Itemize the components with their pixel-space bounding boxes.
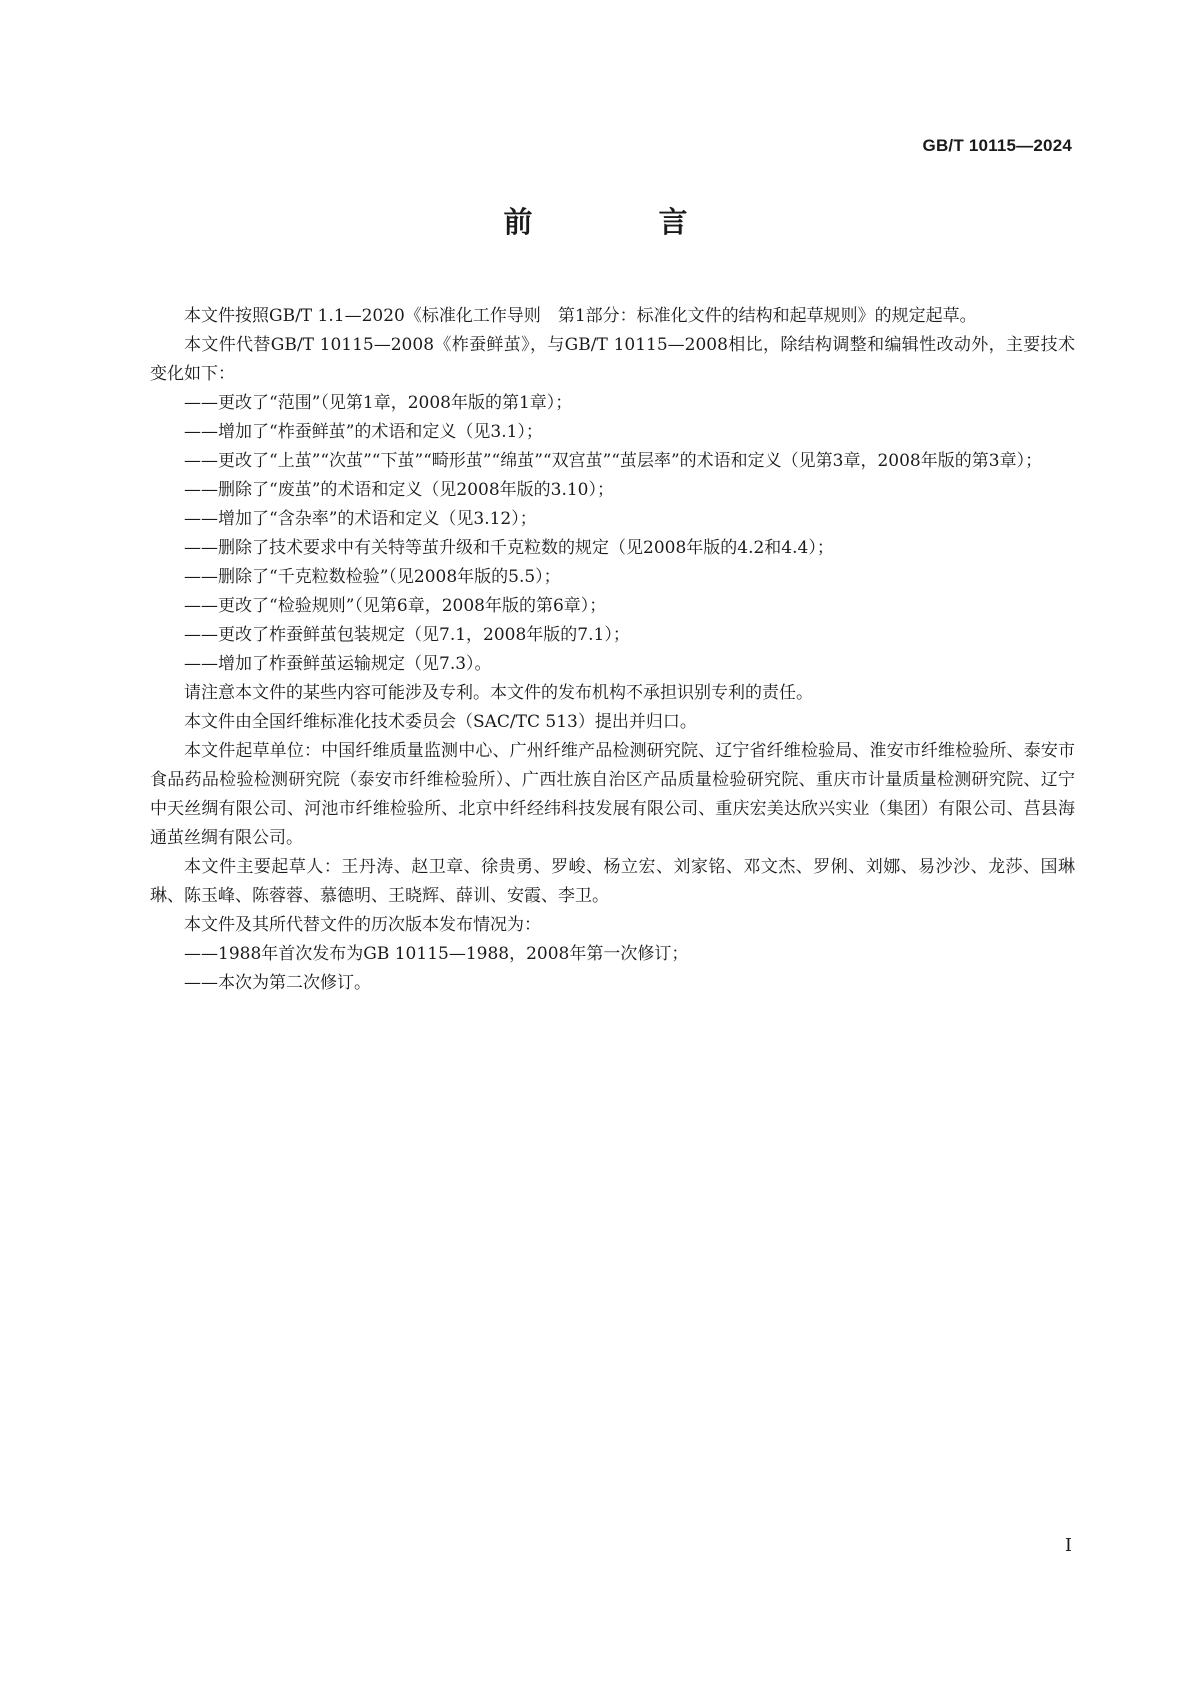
change-list	[150, 389, 1075, 679]
paragraph-drafters: 本文件主要起草人：王丹涛、赵卫章、徐贵勇、罗峻、杨立宏、刘家铭、邓文杰、罗俐、刘娜、易沙沙、龙莎、国琳琳、陈玉峰、陈蓉蓉、慕德明、王晓辉、薛训、安霞、李卫。	[150, 857, 1075, 906]
change-item: ——更改了“检验规则”（见第6章，2008年版的第6章）；	[184, 596, 607, 616]
paragraph-drafting-units: 本文件起草单位：中国纤维质量监测中心、广州纤维产品检测研究院、辽宁省纤维检验局、淮安市纤维检验所、泰安市食品药品检验检测研究院（泰安市纤维检验所）、广西壮族自治区产品质量检验研究院、重庆市计量质量检测研究院、辽宁中天丝绸有限公司、河池市纤维检验所、北京中纤经纬科技发展有限公司、重庆宏美达欣兴实业（集团）有限公司、莒县海通茧丝绸有限公司。	[150, 741, 1075, 848]
paragraph-history-intro: 本文件及其所代替文件的历次版本发布情况为：	[184, 915, 541, 935]
change-item: ——更改了“范围”（见第1章，2008年版的第1章）；	[184, 393, 573, 413]
document-code: GB/T 10115—2024	[922, 136, 1072, 155]
change-item: ——增加了“柞蚕鲜茧”的术语和定义（见3.1）；	[184, 422, 543, 442]
paragraph-basis: 本文件按照GB/T 1.1—2020《标准化工作导则 第1部分：标准化文件的结构和起草规则》的规定起草。	[184, 306, 977, 326]
page-title: 前 言	[503, 205, 746, 239]
history-list	[150, 940, 1075, 998]
change-item: ——增加了“含杂率”的术语和定义（见3.12）；	[184, 509, 537, 529]
foreword-body	[150, 302, 1075, 998]
change-item: ——删除了技术要求中有关特等茧升级和千克粒数的规定（见2008年版的4.2和4.4）；	[184, 538, 834, 558]
change-item: ——更改了柞蚕鲜茧包装规定（见7.1，2008年版的7.1）；	[184, 625, 630, 645]
paragraph-patent-notice: 请注意本文件的某些内容可能涉及专利。本文件的发布机构不承担识别专利的责任。	[184, 683, 813, 703]
history-item: ——本次为第二次修订。	[184, 973, 371, 993]
change-item: ——更改了“上茧”“次茧”“下茧”“畸形茧”“绵茧”“双宫茧”“茧层率”的术语和定义（见第3章，2008年版的第3章）；	[184, 451, 1043, 471]
page-number: I	[1064, 1535, 1072, 1556]
paragraph-proposer: 本文件由全国纤维标准化技术委员会（SAC/TC 513）提出并归口。	[184, 712, 697, 732]
change-item: ——删除了“废茧”的术语和定义（见2008年版的3.10）；	[184, 480, 614, 500]
paragraph-replacement: 本文件代替GB/T 10115—2008《柞蚕鲜茧》，与GB/T 10115—2008相比，除结构调整和编辑性改动外，主要技术变化如下：	[150, 335, 1075, 384]
change-item: ——增加了柞蚕鲜茧运输规定（见7.3）。	[184, 654, 492, 674]
change-item: ——删除了“千克粒数检验”（见2008年版的5.5）；	[184, 567, 561, 587]
history-item: ——1988年首次发布为GB 10115—1988，2008年第一次修订；	[184, 944, 689, 964]
